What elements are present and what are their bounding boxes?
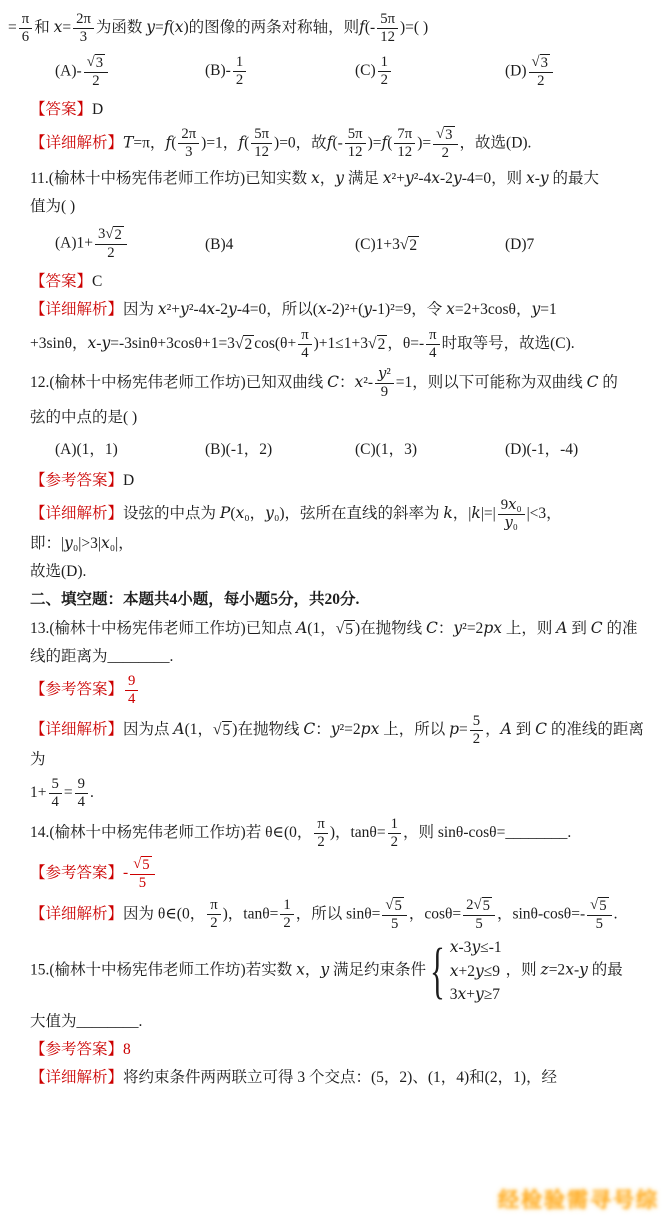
math-text: A bbox=[500, 719, 512, 738]
math-text: f bbox=[326, 133, 333, 152]
fraction: √ 5 5 bbox=[130, 856, 154, 892]
radical: √ 3 bbox=[531, 53, 548, 71]
math-text: x bbox=[525, 168, 535, 187]
radical: √ 5 bbox=[473, 896, 490, 914]
fraction: $\frac{\pi}{2}$ bbox=[314, 816, 327, 851]
fraction: $\frac{1}{2}$ bbox=[233, 54, 246, 89]
q12-solution-line2: 故选(D). bbox=[30, 563, 87, 581]
math-text: f bbox=[359, 17, 365, 36]
math-text: p bbox=[449, 719, 460, 738]
answer-label: 【参考答案】 bbox=[30, 1041, 124, 1059]
math-text: A bbox=[296, 618, 308, 637]
q10-solution: 【详细解析】T=π，f( $\frac{2\pi}{3}$ )=1，f( $\frac{5\pi}{12}$ )=0，故f(- $\frac{5\pi}{12}$ )=f( $\frac{7\pi}{12}$ )= √ 3 2 ，故选(D). bbox=[30, 125, 532, 161]
fraction: √ 5 5 bbox=[382, 897, 406, 933]
q15-solution: 【详细解析】将约束条件两两联立可得 3 个交点：(5，2)、(1，4)和(2，1)，经 bbox=[30, 1069, 557, 1087]
math-text: y bbox=[101, 333, 111, 352]
math-text: x bbox=[235, 504, 245, 523]
math-text: y bbox=[452, 168, 462, 187]
math-text: x bbox=[457, 984, 467, 1003]
solution-label: 【详细解析】 bbox=[30, 720, 124, 738]
math-text: x bbox=[87, 333, 97, 352]
math-text: x bbox=[565, 960, 574, 979]
radical: √ 5 bbox=[133, 855, 150, 873]
q12-stem-line1: 12.(榆林十中杨宪伟老师工作坊)已知双曲线 C：x²- $\frac{\text{y²}}{9}$ =1，则以下可能称为双曲线 C 的 bbox=[30, 365, 618, 401]
math-text: C bbox=[327, 373, 339, 392]
q11-stem-line1: 11.(榆林十中杨宪伟老师工作坊)已知实数 x，y 满足 x²+y²-4x-2y-4=0，则 x-y 的最大 bbox=[30, 168, 600, 187]
q12-stem-line2: 弦的中点的是( ) bbox=[30, 409, 138, 427]
math-text: y bbox=[180, 300, 189, 319]
option-A: (A)1+ 3 √ 2 2 bbox=[55, 226, 205, 262]
math-text: x bbox=[508, 496, 517, 514]
math-text: x bbox=[311, 168, 320, 187]
math-text: x bbox=[53, 17, 63, 36]
fraction: $\frac{5}{2}$ bbox=[470, 713, 483, 748]
option-C: (C)1+3 √ 2 bbox=[355, 235, 418, 254]
math-text: x bbox=[382, 168, 392, 187]
math-text: T bbox=[123, 133, 134, 152]
q11-stem-line2: 值为( ) bbox=[30, 198, 76, 216]
radical: √ 3 bbox=[86, 53, 104, 71]
fraction: $\frac{1}{2}$ bbox=[378, 54, 391, 89]
math-text: y bbox=[330, 719, 340, 738]
solution-label: 【详细解析】 bbox=[30, 905, 124, 923]
math-text: y bbox=[335, 168, 345, 187]
radical: √ 5 bbox=[590, 896, 607, 914]
q11-options bbox=[30, 226, 647, 262]
solution-label: 【详细解析】 bbox=[30, 505, 124, 523]
fraction: 3 √ 2 2 bbox=[95, 226, 127, 262]
math-text: x bbox=[446, 300, 455, 319]
math-text: k bbox=[443, 504, 453, 523]
answer-label: 【答案】 bbox=[30, 273, 93, 291]
left-brace: { bbox=[430, 936, 445, 1005]
math-text: y bbox=[363, 300, 373, 319]
fraction: $\frac{2\pi}{3}$ bbox=[178, 126, 199, 161]
fraction: $\frac{1}{2}$ bbox=[280, 897, 293, 932]
option-D: (D)(-1，-4) bbox=[505, 440, 579, 458]
math-text: y bbox=[579, 960, 588, 979]
math-text: y bbox=[475, 961, 484, 980]
math-text: P bbox=[219, 504, 231, 523]
math-text: x bbox=[206, 300, 216, 319]
radical: √ 3 bbox=[436, 125, 453, 143]
fraction: √ 5 5 bbox=[587, 897, 611, 933]
fraction: 2 √ 5 5 bbox=[463, 897, 495, 933]
math-text: C bbox=[586, 373, 599, 392]
q15-stem-line2: 大值为________. bbox=[30, 1012, 143, 1030]
q12-solution-line1: 【详细解析】设弦的中点为 P(x₀，y₀)，弦所在直线的斜率为 k，|k|=| $\frac{\text{9x₀}}{\text{y₀}}$ |<3，即：|y₀|>3|x₀|， bbox=[30, 496, 562, 552]
q12-answer: 【参考答案】D bbox=[30, 471, 135, 489]
q10-stem-continued: = $\frac{\pi}{6}$ 和 x= $\frac{2\pi}{3}$ 为函数 y=f(x)的图像的两条对称轴，则f(- $\frac{5\pi}{12}$ )=( ) bbox=[8, 11, 429, 45]
option-D: (D) √ 3 2 bbox=[505, 54, 647, 90]
q11-solution-line1: 【详细解析】因为 x²+y²-4x-2y-4=0，所以(x-2)²+(y-1)²=9，令 x=2+3cosθ，y=1 bbox=[30, 300, 557, 319]
constraint-row: x+2y≤9 bbox=[449, 961, 501, 980]
fraction: √ 3 2 bbox=[84, 54, 108, 90]
q13-stem-line1: 13.(榆林十中杨宪伟老师工作坊)已知点 A(1， √ 5 )在抛物线 C：y²=2px 上，则 A 到 C 的准 bbox=[30, 618, 638, 638]
q15-stem-line1: 15.(榆林十中杨宪伟老师工作坊)若实数 x，y 满足约束条件 { x-3y≤-1 x+2y≤9 3x+y≥7 ，则 z=2x-y 的最 bbox=[30, 936, 623, 1005]
answer-label: 【答案】 bbox=[30, 100, 93, 118]
math-text: y bbox=[453, 618, 463, 637]
radical: √ 5 bbox=[385, 896, 402, 914]
math-text: x bbox=[157, 300, 167, 319]
q12-options bbox=[30, 438, 647, 461]
answer-label: 【参考答案】 bbox=[30, 471, 124, 489]
math-text: x bbox=[296, 960, 305, 979]
math-text: y bbox=[531, 300, 541, 319]
math-text: C bbox=[535, 719, 547, 738]
fraction: √ 3 2 bbox=[433, 126, 457, 162]
math-text: px bbox=[483, 618, 502, 637]
q11-solution-line2: +3sinθ，x-y=-3sinθ+3cosθ+1=3 √ 2 cos(θ+ $\frac{\pi}{4}$ )+1≤1+3 √ 2 ，θ=- $\frac{\pi}{4}$ 时取等号，故选(C). bbox=[30, 326, 575, 361]
math-text: y bbox=[320, 960, 330, 979]
math-text: y bbox=[471, 938, 481, 957]
inequality-system bbox=[430, 937, 502, 1004]
constraint-row: 3x+y≥7 bbox=[449, 984, 501, 1003]
fraction: $\frac{9}{4}$ bbox=[75, 776, 88, 811]
fraction: √ 3 2 bbox=[529, 54, 553, 90]
radical: √ 5 bbox=[213, 720, 231, 739]
option-A: (A)- √ 3 2 bbox=[55, 54, 205, 90]
solution-label: 【详细解析】 bbox=[30, 301, 124, 319]
option-C: (C) $\frac{1}{2}$ bbox=[355, 54, 505, 89]
math-text: f bbox=[163, 17, 170, 36]
radical: √ 5 bbox=[335, 619, 353, 638]
q14-solution: 【详细解析】因为 θ∈(0， $\frac{\pi}{2}$ )，tanθ= $\frac{1}{2}$ ，所以 sinθ= √ 5 5 ，cosθ= 2 √ 5 5 ，sinθ-cosθ=- √ 5 5 . bbox=[30, 896, 618, 932]
fraction: $\frac{1}{2}$ bbox=[388, 816, 401, 851]
fraction: $\frac{5\pi}{12}$ bbox=[251, 126, 272, 161]
q13-solution-line2: 1+ $\frac{5}{4}$ = $\frac{9}{4}$ . bbox=[30, 776, 94, 811]
math-text: x bbox=[174, 17, 184, 36]
q13-stem-line2: 线的距离为________. bbox=[30, 647, 174, 665]
math-text: y bbox=[504, 513, 513, 531]
math-text: f bbox=[238, 133, 245, 152]
text-span: - √ 5 5 bbox=[123, 864, 157, 881]
radical: √ 2 bbox=[368, 334, 386, 353]
math-text: y bbox=[64, 533, 73, 552]
math-text: x bbox=[449, 961, 459, 980]
q10-options bbox=[30, 54, 647, 90]
q14-stem: 14.(榆林十中杨宪伟老师工作坊)若 θ∈(0， $\frac{\pi}{2}$ )，tanθ= $\frac{1}{2}$ ，则 sinθ-cosθ=________. bbox=[30, 815, 572, 850]
fraction: $\frac{\text{y²}}{9}$ bbox=[375, 366, 394, 401]
fraction: $\frac{2\pi}{3}$ bbox=[73, 11, 94, 46]
fraction: $\frac{\pi}{2}$ bbox=[207, 897, 220, 932]
option-B: (B)- $\frac{1}{2}$ bbox=[205, 54, 355, 89]
math-text: x bbox=[431, 168, 441, 187]
fraction: $\frac{5\pi}{12}$ bbox=[377, 11, 398, 46]
option-B: (B)4 bbox=[205, 235, 234, 253]
option-D: (D)7 bbox=[505, 235, 535, 253]
text-span: 8 bbox=[123, 1041, 131, 1059]
option-B: (B)(-1，2) bbox=[205, 440, 273, 458]
math-text: y bbox=[265, 504, 274, 523]
option-C: (C)(1，3) bbox=[355, 440, 417, 458]
math-text: z bbox=[540, 960, 549, 979]
fraction: $\frac{7\pi}{12}$ bbox=[394, 126, 415, 161]
q13-answer bbox=[30, 673, 647, 708]
exam-content bbox=[8, 11, 647, 1090]
q15-answer bbox=[30, 1038, 647, 1061]
math-text: C bbox=[426, 618, 438, 637]
watermark: 经检验需寻号综 bbox=[498, 1188, 659, 1212]
fraction: $\frac{\pi}{4}$ bbox=[426, 327, 439, 362]
math-text: A bbox=[556, 618, 568, 637]
fraction: $\frac{9}{4}$ bbox=[125, 673, 138, 708]
math-text: f bbox=[381, 133, 388, 152]
math-text: x bbox=[354, 373, 364, 392]
radical: √ 2 bbox=[234, 334, 253, 353]
math-text: C bbox=[590, 618, 603, 637]
math-text: y bbox=[404, 168, 414, 187]
option-A: (A)(1，1) bbox=[55, 440, 118, 458]
fraction: $\frac{5\pi}{12}$ bbox=[345, 126, 366, 161]
math-text: y bbox=[539, 168, 549, 187]
math-text: x bbox=[317, 300, 327, 319]
answer-label: 【参考答案】 bbox=[30, 864, 124, 882]
math-text: y bbox=[378, 365, 387, 383]
fraction: $\frac{\pi}{6}$ bbox=[19, 11, 32, 46]
radical: √ 2 bbox=[399, 235, 418, 254]
radical: √ 2 bbox=[105, 226, 122, 244]
constraint-row: x-3y≤-1 bbox=[449, 938, 502, 957]
q14-answer bbox=[30, 856, 647, 892]
math-text: x bbox=[449, 938, 459, 957]
math-text: f bbox=[165, 133, 172, 152]
math-text: x bbox=[100, 533, 110, 552]
fraction: $\frac{\pi}{4}$ bbox=[298, 327, 311, 362]
answer-label: 【参考答案】 bbox=[30, 681, 124, 699]
solution-label: 【详细解析】 bbox=[30, 1069, 124, 1087]
math-text: y bbox=[475, 984, 484, 1003]
math-text: k bbox=[471, 504, 481, 523]
fraction: $\frac{\text{9x₀}}{\text{y₀}}$ bbox=[498, 497, 525, 532]
math-text: px bbox=[360, 719, 380, 738]
math-text: A bbox=[173, 719, 185, 738]
q13-solution-line1: 【详细解析】因为点 A(1， √ 5 )在抛物线 C：y²=2px 上，所以 p= $\frac{5}{2}$ ，A 到 C 的准线的距离为 bbox=[30, 713, 644, 768]
fraction: $\frac{5}{4}$ bbox=[49, 776, 62, 811]
q11-answer: 【答案】C bbox=[30, 273, 103, 291]
math-text: y bbox=[146, 17, 156, 36]
math-text: y bbox=[228, 300, 237, 319]
q10-answer: 【答案】D bbox=[30, 100, 104, 118]
math-text: C bbox=[303, 719, 316, 738]
solution-label: 【详细解析】 bbox=[30, 134, 124, 152]
section-2-header: 二、填空题：本题共4小题，每小题5分，共20分. bbox=[30, 591, 360, 609]
